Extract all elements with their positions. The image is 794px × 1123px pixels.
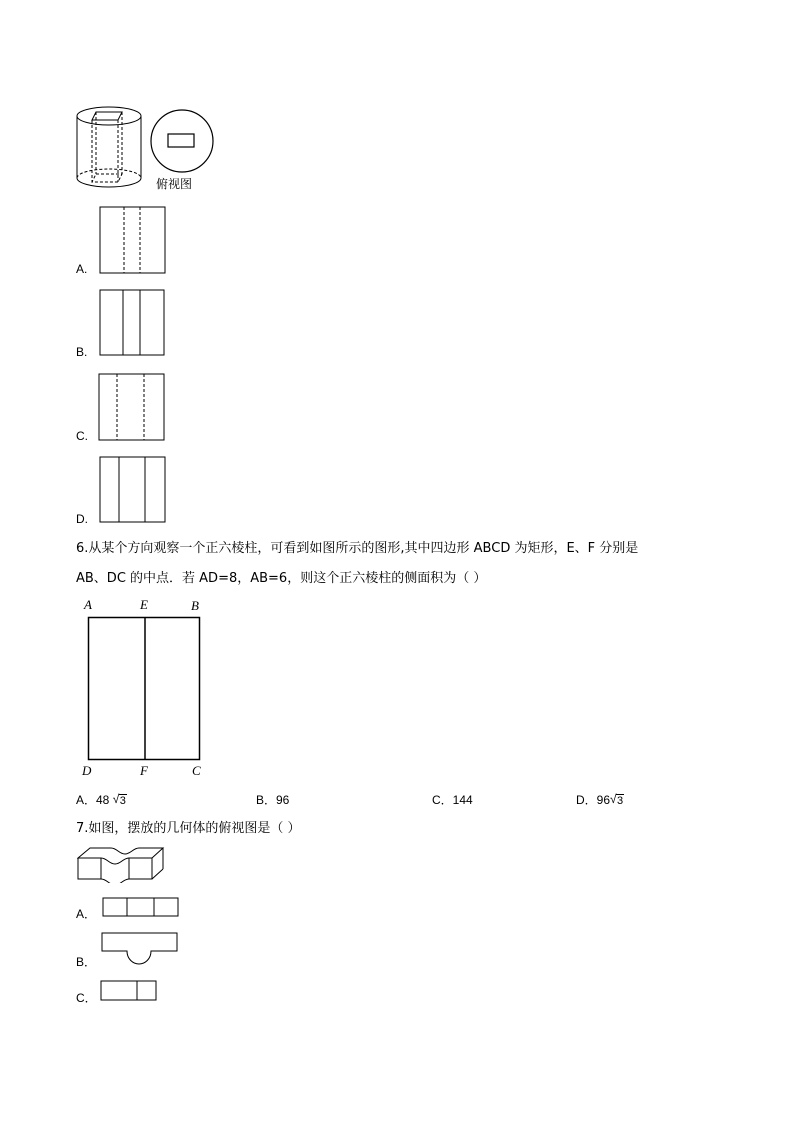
cylinder-with-prism-hole-figure [74, 104, 150, 192]
point-d-label: D [82, 763, 92, 778]
q6-option-a [76, 791, 127, 808]
q6-option-a-radicand: 3 [119, 795, 126, 807]
q6-stem-line-1: 6.从某个方向观察一个正六棱柱，可看到如图所示的图形,其中四边形 ABCD 为矩形，E、F 分别是 [76, 541, 639, 556]
point-c-label: C [192, 763, 201, 778]
option-d-figure [99, 456, 167, 524]
top-view-circle-figure [148, 107, 216, 175]
q7-option-a-letter: A． [76, 907, 97, 921]
q7-stem: 7.如图，摆放的几何体的俯视图是（ ） [76, 821, 301, 836]
sqrt-symbol: √ 3 [112, 792, 126, 807]
q6-stem-line-2: AB、DC 的中点．若 AD=8，AB=6，则这个正六棱柱的侧面积为（ ） [76, 571, 487, 586]
q6-option-b: B．96 [256, 793, 290, 807]
q7-option-a-figure [102, 897, 180, 917]
q7-option-c-letter: C． [76, 991, 97, 1005]
option-a-figure [99, 206, 167, 275]
q6-option-c: C．144 [432, 793, 473, 807]
q6-option-d-prefix: D．96 [576, 793, 611, 807]
q6-option-d [576, 791, 624, 808]
q6-option-d-radicand: 3 [617, 795, 624, 807]
option-a-letter: A. [76, 262, 88, 276]
q7-option-b-letter: B． [76, 955, 97, 969]
q7-option-c-figure [100, 980, 158, 1002]
option-d-letter: D. [76, 512, 88, 526]
q7-option-b-figure [101, 932, 179, 966]
option-b-figure [99, 289, 167, 357]
point-f-label: F [140, 763, 148, 778]
q7-solid-figure [77, 845, 167, 883]
point-b-label: B [191, 598, 199, 613]
top-view-label: 俯视图 [156, 177, 193, 191]
sqrt-symbol: √ 3 [610, 792, 624, 807]
option-b-letter: B. [76, 345, 88, 359]
point-e-label: E [140, 597, 148, 612]
q6-option-a-prefix: A．48 [76, 793, 110, 807]
option-c-letter: C. [76, 429, 88, 443]
point-a-label: A [84, 597, 92, 612]
option-c-figure [98, 373, 166, 442]
rectangle-abcd-figure [87, 616, 203, 762]
